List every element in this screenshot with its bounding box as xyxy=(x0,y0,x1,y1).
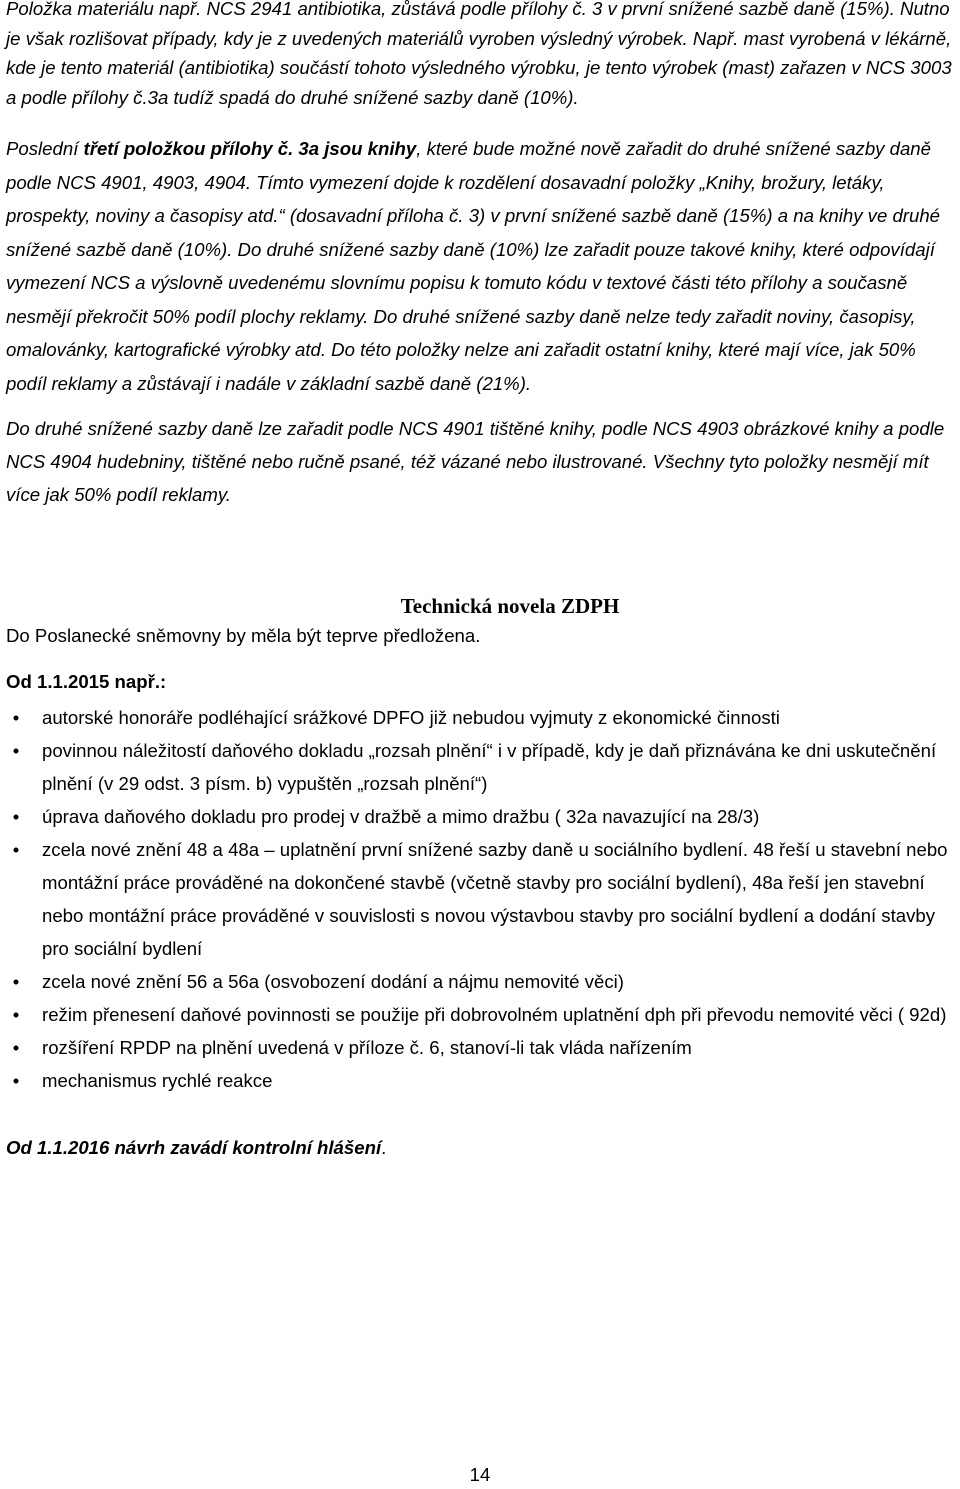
bullet-icon: • xyxy=(12,1070,20,1092)
bullet-icon: • xyxy=(12,1004,20,1026)
knihy-text-8: 3) v první snížené sazbě daně (15%) a na knihy ve druhé snížené sazbě daně (10%). xyxy=(6,205,941,260)
list-item xyxy=(6,833,956,965)
list-item-text: povinnou náležitostí daňového dokladu „rozsah plnění“ i v případě, kdy je daň přiznávána ke dni uskutečnění plnění (v 29 odst. 3 písm. b) vypuštěn „rozsah plnění“) xyxy=(42,740,937,795)
paragraph-antibiotika-text-end: 3a tudíž spadá do druhé snížené sazby daně (10%). xyxy=(147,86,579,108)
date-heading-2015 xyxy=(6,667,956,697)
ncs-text-1: Do druhé snížené sazby daně lze zařadit podle NCS 4901 tištěné knihy, podle NCS 4903 obrázkové knihy a podle NCS 4904 hudebniny, tištěné nebo ručně psané, též vázané nebo ilustrované. xyxy=(6,418,945,473)
bullet-icon: • xyxy=(12,1037,20,1059)
page-number: 14 xyxy=(469,1464,491,1485)
date-heading-2016-period: . xyxy=(381,1137,387,1159)
paragraph-knihy xyxy=(6,132,956,400)
list-item-text: režim přenesení daňové povinnosti se použije při dobrovolném uplatnění dph při převodu nemovité věci ( 92d) xyxy=(42,1004,947,1026)
bullet-icon: • xyxy=(12,806,20,828)
knihy-text-1: Poslední xyxy=(6,138,84,160)
list-item xyxy=(6,965,956,998)
knihy-text-7: (dosavadní příloha č. xyxy=(289,205,464,227)
bullet-icon: • xyxy=(12,740,20,762)
date-heading-2016-text: Od 1.1.2016 návrh zavádí kontrolní hlášení xyxy=(6,1137,382,1159)
list-item-text: mechanismus rychlé reakce xyxy=(42,1070,273,1092)
ncs-text-2: Všechny tyto položky nesmějí mít více jak 50% podíl reklamy. xyxy=(6,451,929,506)
list-item xyxy=(6,1064,956,1097)
knihy-text-4: 3a jsou knihy xyxy=(298,138,417,160)
knihy-text-5: , které bude možné nově zařadit do druhé snížené sazby daně podle NCS 4901, 4903, 4904. xyxy=(6,138,931,193)
changes-list xyxy=(6,701,956,1097)
list-item xyxy=(6,998,956,1031)
knihy-text-2: třetí položkou přílohy č. xyxy=(83,138,294,160)
paragraph-ncs xyxy=(6,412,956,511)
paragraph-antibiotika-text: Položka materiálu např. NCS 2941 antibiotika, zůstává podle přílohy č. 3 v první snížené sazbě daně (15%). Nutno je však rozlišovat případy, kdy je z uvedených materiálů vyroben výsledný výrobek. Např. mast vyrobená v lékárně, kde je tento materiál (antibiotika) součástí tohoto výsledného výrobku, je tento výrobek (mast) zařazen v NCS 3003 a podle přílohy č. xyxy=(6,0,952,108)
list-item xyxy=(6,701,956,734)
date-heading-2016 xyxy=(6,1133,956,1163)
knihy-text-11: Do této položky nelze ani zařadit ostatní knihy, které mají více, jak 50% podíl reklamy a zůstávají i nadále v základní sazbě daně (21%). xyxy=(6,339,916,394)
bullet-icon: • xyxy=(12,839,20,861)
knihy-text-9: Do druhé snížené sazby daně (10%) lze zařadit pouze takové knihy, které odpovídají vymezení NCS a výslovně uvedenému slovnímu popisu k tomuto kódu v textové části této přílohy a současně nesmějí překročit 50% podíl plochy reklamy. xyxy=(6,238,935,327)
list-item-text: zcela nové znění 48 a 48a – uplatnění první snížené sazby daně u sociálního bydlení. 48 řeší u stavební nebo montážní práce prováděné na dokončené stavbě (včetně stavby pro sociální bydlení), 48a řeší jen stavební nebo montážní práce prováděné v souvislosti s novou výstavbou stavby pro sociální bydlení a dodání stavby pro sociální bydlení xyxy=(42,839,948,960)
knihy-text-10: Do druhé snížené sazby daně nelze tedy zařadit noviny, časopisy, omalovánky, kartografické výrobky atd. xyxy=(6,305,916,361)
list-item xyxy=(6,800,956,833)
bullet-icon: • xyxy=(12,971,20,993)
list-item xyxy=(6,734,956,800)
section-title: Technická novela ZDPH xyxy=(400,594,620,619)
list-item-text: autorské honoráře podléhající srážkové DPFO již nebudou vyjmuty z ekonomické činnosti xyxy=(42,707,780,729)
date-heading-2015-colon: : xyxy=(160,671,167,693)
document-page xyxy=(6,0,956,1163)
list-item-text: rozšíření RPDP na plnění uvedená v příloze č. 6, stanoví-li tak vláda nařízením xyxy=(42,1037,692,1059)
section-intro: Do Poslanecké sněmovny by měla být teprve předložena. xyxy=(6,625,481,647)
list-item-text: zcela nové znění 56 a 56a (osvobození dodání a nájmu nemovité věci) xyxy=(42,971,624,993)
list-item xyxy=(6,1031,956,1064)
paragraph-antibiotika xyxy=(6,0,956,112)
date-heading-2015-text: Od 1.1.2015 např. xyxy=(6,671,160,693)
bullet-icon: • xyxy=(12,707,20,729)
list-item-text: úprava daňového dokladu pro prodej v dražbě a mimo dražbu ( 32a navazující na 28/3) xyxy=(42,806,760,828)
knihy-text-6: Tímto vymezení dojde k rozdělení dosavadní položky „Knihy, brožury, letáky, prospekty, noviny a časopisy atd.“ xyxy=(6,171,885,227)
